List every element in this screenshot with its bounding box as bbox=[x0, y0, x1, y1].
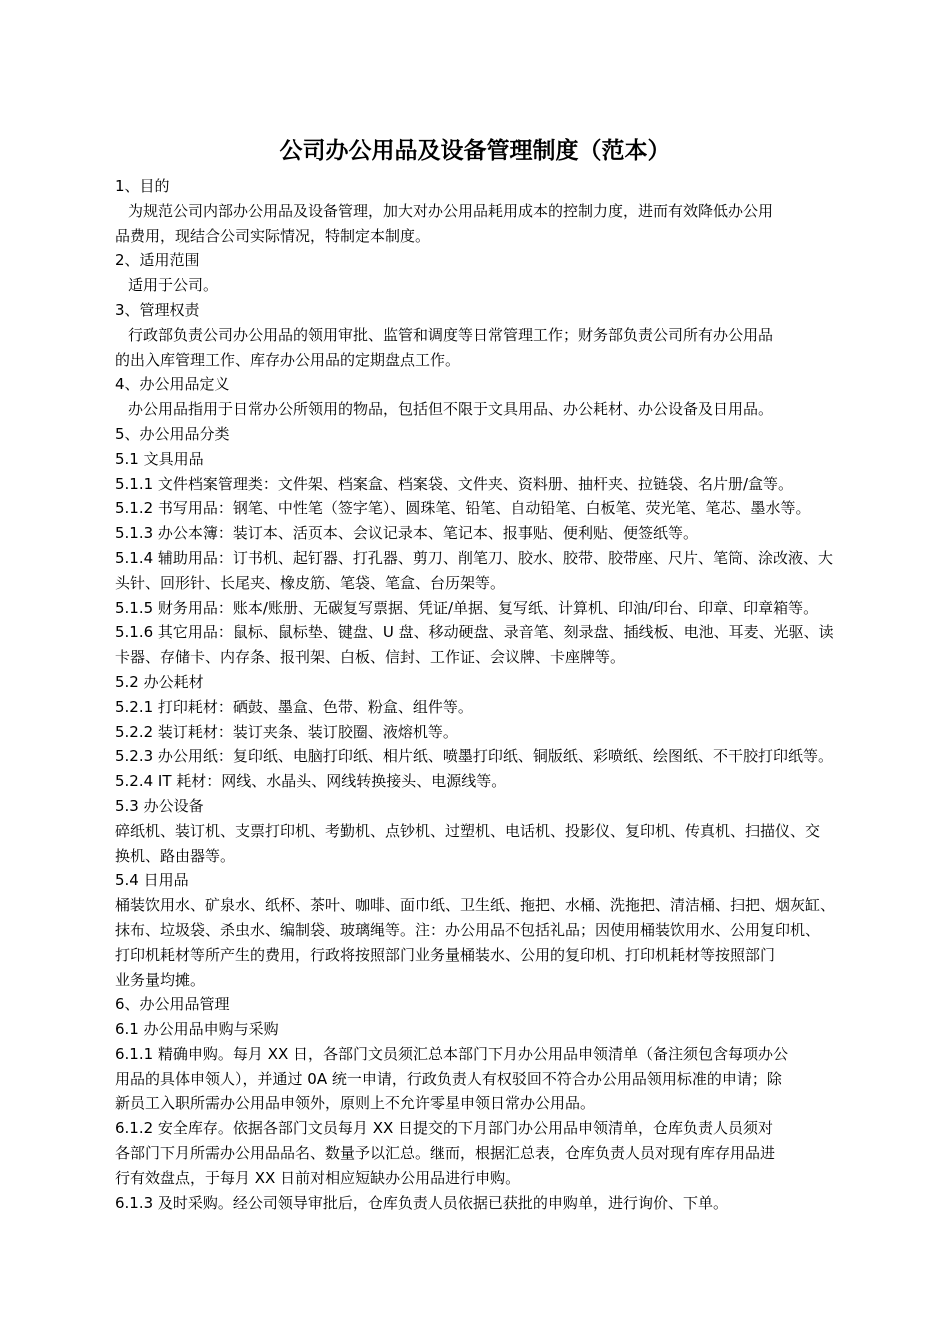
text-line: 5.1 文具用品 bbox=[115, 449, 204, 468]
text-line: 适用于公司。 bbox=[128, 276, 219, 295]
text-line: 5.2.3 办公用纸：复印纸、电脑打印纸、相片纸、喷墨打印纸、铜版纸、彩喷纸、绘图纸、不干胶打印纸等。 bbox=[115, 747, 833, 766]
text-line: 6、办公用品管理 bbox=[115, 995, 230, 1014]
text-line: 5.1.5 财务用品：账本/账册、无碳复写票据、凭证/单据、复写纸、计算机、印油/印台、印章、印章箱等。 bbox=[115, 598, 819, 617]
text-line: 业务量均摊。 bbox=[115, 970, 206, 989]
text-line: 行有效盘点，于每月 XX 日前对相应短缺办公用品进行申购。 bbox=[115, 1168, 521, 1187]
text-line: 5.2 办公耗材 bbox=[115, 672, 204, 691]
text-line: 4、办公用品定义 bbox=[115, 375, 230, 394]
text-line: 6.1.2 安全库存。依据各部门文员每月 XX 日提交的下月部门办公用品申领清单，仓库负责人员须对 bbox=[115, 1119, 774, 1138]
text-line: 头针、回形针、长尾夹、橡皮筋、笔袋、笔盒、台历架等。 bbox=[115, 573, 506, 592]
text-line: 打印机耗材等所产生的费用，行政将按照部门业务量桶装水、公用的复印机、打印机耗材等按照部门 bbox=[115, 945, 776, 964]
text-line: 卡器、存储卡、内存条、报刊架、白板、信封、工作证、会议牌、卡座牌等。 bbox=[115, 648, 626, 667]
text-line: 为规范公司内部办公用品及设备管理，加大对办公用品耗用成本的控制力度，进而有效降低办公用 bbox=[128, 201, 774, 220]
text-line: 桶装饮用水、矿泉水、纸杯、茶叶、咖啡、面巾纸、卫生纸、拖把、水桶、洗拖把、清洁桶、扫把、烟灰缸、 bbox=[115, 896, 836, 915]
text-line: 的出入库管理工作、库存办公用品的定期盘点工作。 bbox=[115, 350, 461, 369]
text-line: 5.1.6 其它用品：鼠标、鼠标垫、键盘、U 盘、移动硬盘、录音笔、刻录盘、插线板、电池、耳麦、光驱、读 bbox=[115, 623, 834, 642]
text-line: 5、办公用品分类 bbox=[115, 424, 230, 443]
document-body bbox=[115, 174, 847, 1215]
text-line: 5.4 日用品 bbox=[115, 871, 189, 890]
text-line: 5.1.1 文件档案管理类：文件架、档案盒、档案袋、文件夹、资料册、抽杆夹、拉链袋、名片册/盒等。 bbox=[115, 474, 793, 493]
text-line: 5.1.4 辅助用品：订书机、起钉器、打孔器、剪刀、削笔刀、胶水、胶带、胶带座、尺片、笔筒、涂改液、大 bbox=[115, 548, 833, 567]
text-line: 5.1.2 书写用品：钢笔、中性笔（签字笔）、圆珠笔、铅笔、自动铅笔、白板笔、荧光笔、笔芯、墨水等。 bbox=[115, 499, 811, 518]
text-line: 5.2.1 打印耗材：硒鼓、墨盒、色带、粉盒、组件等。 bbox=[115, 697, 473, 716]
text-line: 抹布、垃圾袋、杀虫水、编制袋、玻璃绳等。注：办公用品不包括礼品；因使用桶装饮用水、公用复印机、 bbox=[115, 920, 821, 939]
text-line: 6.1.1 精确申购。每月 XX 日，各部门文员须汇总本部门下月办公用品申领清单（备注须包含每项办公 bbox=[115, 1044, 789, 1063]
text-line: 5.2.4 IT 耗材：网线、水晶头、网线转换接头、电源线等。 bbox=[115, 772, 507, 791]
text-line: 换机、路由器等。 bbox=[115, 846, 236, 865]
text-line: 碎纸机、装订机、支票打印机、考勤机、点钞机、过塑机、电话机、投影仪、复印机、传真机、扫描仪、交 bbox=[115, 821, 821, 840]
text-line: 3、管理权责 bbox=[115, 300, 200, 319]
text-line: 6.1.3 及时采购。经公司领导审批后，仓库负责人员依据已获批的申购单，进行询价、下单。 bbox=[115, 1193, 728, 1212]
text-line: 用品的具体申领人），并通过 0A 统一申请，行政负责人有权驳回不符合办公用品领用标准的申请；除 bbox=[115, 1069, 782, 1088]
text-line: 1、目的 bbox=[115, 177, 170, 195]
text-line: 6.1 办公用品申购与采购 bbox=[115, 1020, 279, 1039]
text-line: 5.3 办公设备 bbox=[115, 796, 204, 815]
text-line: 办公用品指用于日常办公所领用的物品，包括但不限于文具用品、办公耗材、办公设备及日用品。 bbox=[128, 400, 774, 419]
text-line: 各部门下月所需办公用品品名、数量予以汇总。继而，根据汇总表，仓库负责人员对现有库存用品进 bbox=[115, 1144, 776, 1163]
document-title: 公司办公用品及设备管理制度（范本） bbox=[279, 138, 671, 164]
text-line: 行政部负责公司办公用品的领用审批、监管和调度等日常管理工作；财务部负责公司所有办公用品 bbox=[128, 325, 774, 344]
text-line: 5.1.3 办公本簿：装订本、活页本、会议记录本、笔记本、报事贴、便利贴、便签纸等。 bbox=[115, 524, 698, 543]
text-line: 新员工入职所需办公用品申领外，原则上不允许零星申领日常办公用品。 bbox=[115, 1094, 596, 1113]
text-line: 5.2.2 装订耗材：装订夹条、装订胶圈、液熔机等。 bbox=[115, 722, 458, 741]
text-line: 品费用，现结合公司实际情况，特制定本制度。 bbox=[115, 226, 431, 245]
text-line: 2、适用范围 bbox=[115, 251, 200, 270]
